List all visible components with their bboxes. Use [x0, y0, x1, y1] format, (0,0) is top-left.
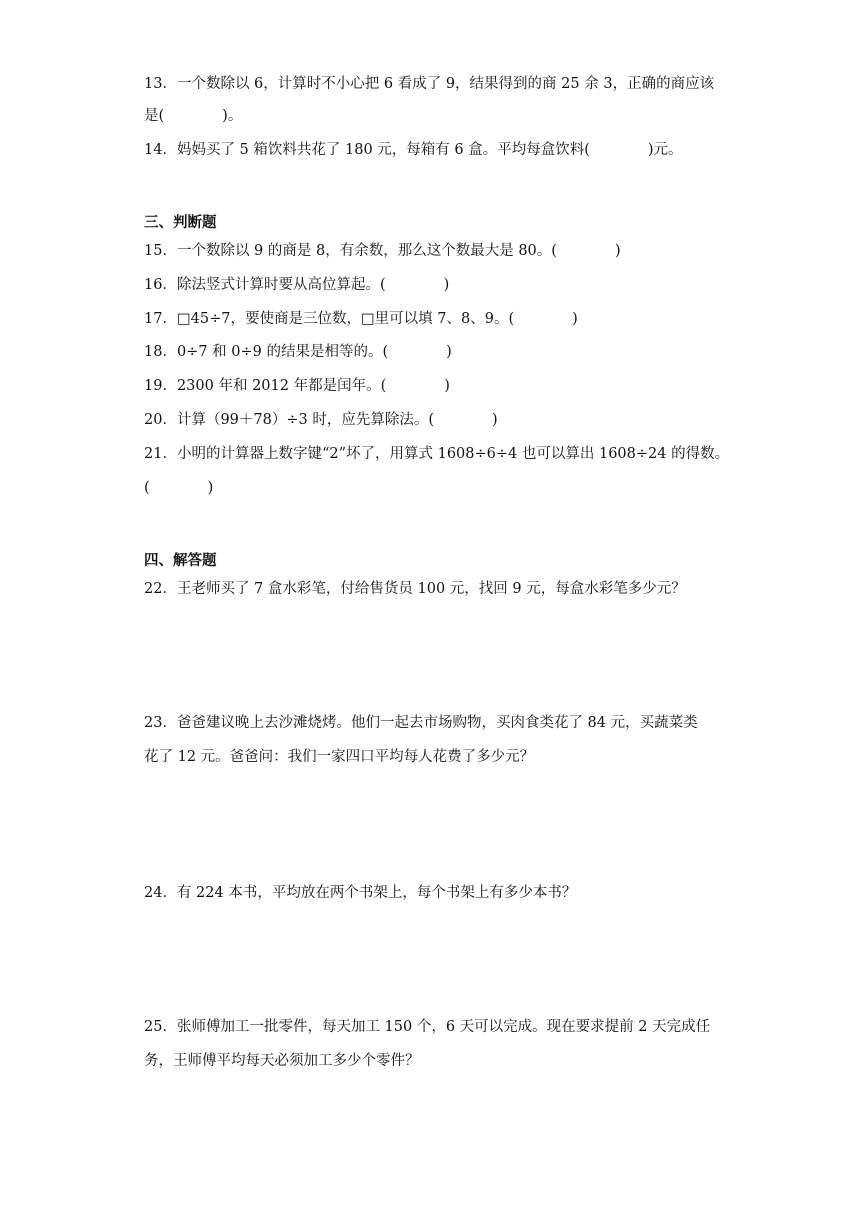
- section-heading-judgment: 三、判断题: [144, 214, 217, 231]
- question-20: 20．计算（99＋78）÷3 时，应先算除法。( ): [144, 412, 498, 428]
- question-21-line-2: ( ): [144, 480, 214, 496]
- question-19: 19．2300 年和 2012 年都是闰年。( ): [144, 378, 450, 394]
- question-15: 15．一个数除以 9 的商是 8，有余数，那么这个数最大是 80。( ): [144, 243, 621, 259]
- question-13-line-1: 13．一个数除以 6，计算时不小心把 6 看成了 9，结果得到的商 25 余 3，正确的商应该: [144, 76, 715, 92]
- question-23-line-1: 23．爸爸建议晚上去沙滩烧烤。他们一起去市场购物，买肉食类花了 84 元，买蔬菜类: [144, 715, 698, 731]
- question-16: 16．除法竖式计算时要从高位算起。( ): [144, 277, 450, 293]
- question-14: 14．妈妈买了 5 箱饮料共花了 180 元，每箱有 6 盒。平均每盒饮料( )元。: [144, 142, 683, 158]
- question-13-line-2: 是( )。: [144, 108, 243, 124]
- question-23-line-2: 花了 12 元。爸爸问：我们一家四口平均每人花费了多少元？: [144, 749, 535, 765]
- section-heading-answer: 四、解答题: [144, 552, 217, 569]
- question-25-line-2: 务，王师傅平均每天必须加工多少个零件？: [144, 1053, 420, 1069]
- question-24: 24．有 224 本书，平均放在两个书架上，每个书架上有多少本书？: [144, 885, 577, 901]
- question-22: 22．王老师买了 7 盒水彩笔，付给售货员 100 元，找回 9 元，每盒水彩笔多少元？: [144, 581, 686, 597]
- question-25-line-1: 25．张师傅加工一批零件，每天加工 150 个，6 天可以完成。现在要求提前 2 天完成任: [144, 1019, 711, 1035]
- question-18: 18．0÷7 和 0÷9 的结果是相等的。( ): [144, 344, 452, 360]
- question-17: 17．□45÷7，要使商是三位数，□里可以填 7、8、9。( ): [144, 311, 578, 327]
- question-21-line-1: 21．小明的计算器上数字键“2”坏了，用算式 1608÷6÷4 也可以算出 1608÷24 的得数。: [144, 446, 730, 462]
